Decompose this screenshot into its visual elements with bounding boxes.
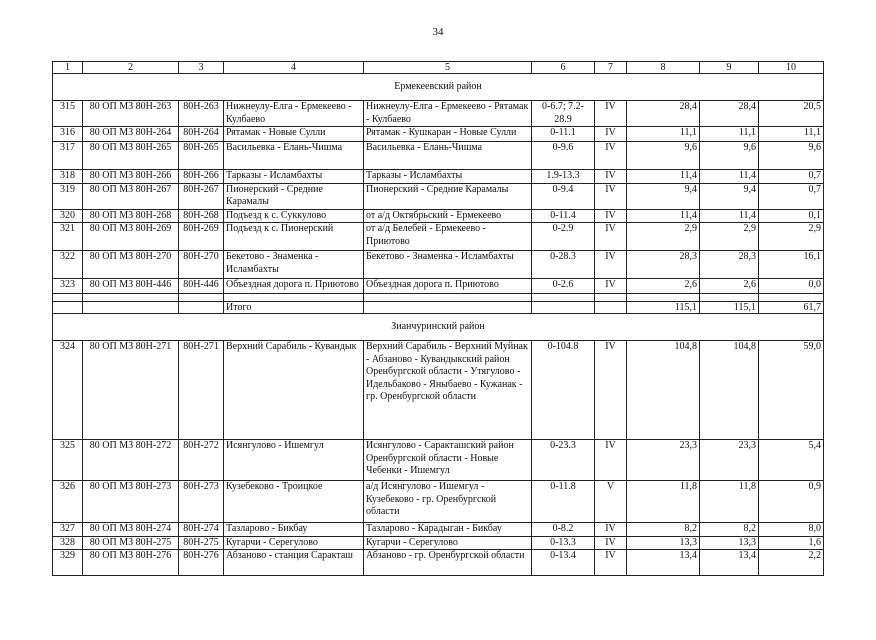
table-row: [53, 440, 824, 481]
length-col8: 28,4: [627, 101, 700, 127]
km-range: 0-28.3: [532, 251, 595, 279]
length-col9: 13,3: [700, 536, 759, 550]
length-col10: 0,1: [759, 209, 824, 223]
length-col9: 9,6: [700, 142, 759, 170]
length-col10: 20,5: [759, 101, 824, 127]
length-col9: 11,1: [700, 127, 759, 142]
empty-cell: [595, 294, 627, 302]
row-number: 324: [53, 341, 83, 440]
km-range: 0-11.8: [532, 481, 595, 523]
table-row: [53, 209, 824, 223]
empty-cell: [759, 294, 824, 302]
row-number: 325: [53, 440, 83, 481]
road-name: Пионерский - Средние Карамалы: [224, 183, 364, 209]
empty-cell: [179, 294, 224, 302]
length-col10: 5,4: [759, 440, 824, 481]
road-code: 80 ОП МЗ 80Н-273: [83, 481, 179, 523]
km-range: 0-13.3: [532, 536, 595, 550]
length-col10: 16,1: [759, 251, 824, 279]
empty-cell: [83, 294, 179, 302]
length-col10: 59,0: [759, 341, 824, 440]
total-row: [53, 302, 824, 314]
roads-table: [52, 61, 824, 576]
road-code: 80 ОП МЗ 80Н-270: [83, 251, 179, 279]
length-col8: 11,1: [627, 127, 700, 142]
road-short-code: 80Н-276: [179, 550, 224, 576]
road-short-code: 80Н-273: [179, 481, 224, 523]
table-row: [53, 481, 824, 523]
road-category: IV: [595, 279, 627, 294]
length-col9: 104,8: [700, 341, 759, 440]
table-row: [53, 550, 824, 576]
road-short-code: 80Н-263: [179, 101, 224, 127]
km-range: 0-13.4: [532, 550, 595, 576]
road-name: Абзаново - станция Саракташ: [224, 550, 364, 576]
table-row: [53, 341, 824, 440]
table-row: [53, 127, 824, 142]
road-route: Верхний Сарабиль - Верхний Муйнак - Абзаново - Кувандыкский район Оренбургской области - Утягулово - Идельбаково - Яныбаево - Кужанак - гр. Оренбургской области: [364, 341, 532, 440]
road-route: Васильевка - Елань-Чишма: [364, 142, 532, 170]
road-name: Тазларово - Бикбау: [224, 523, 364, 537]
district-name: Зианчуринский район: [53, 314, 824, 341]
km-range: 0-23.3: [532, 440, 595, 481]
total-value: 61,7: [759, 302, 824, 314]
empty-cell: [83, 302, 179, 314]
column-header: 1: [53, 62, 83, 74]
road-short-code: 80Н-274: [179, 523, 224, 537]
table-row: [53, 536, 824, 550]
length-col10: 8,0: [759, 523, 824, 537]
length-col8: 28,3: [627, 251, 700, 279]
road-category: IV: [595, 183, 627, 209]
road-route: Бекетово - Знаменка - Исламбахты: [364, 251, 532, 279]
empty-cell: [595, 302, 627, 314]
road-name: Васильевка - Елань-Чишма: [224, 142, 364, 170]
district-header-row: [53, 314, 824, 341]
km-range: 0-2.9: [532, 223, 595, 251]
km-range: 0-11.4: [532, 209, 595, 223]
row-number: 327: [53, 523, 83, 537]
km-range: 0-8.2: [532, 523, 595, 537]
length-col10: 0,9: [759, 481, 824, 523]
length-col9: 13,4: [700, 550, 759, 576]
road-code: 80 ОП МЗ 80Н-269: [83, 223, 179, 251]
road-code: 80 ОП МЗ 80Н-274: [83, 523, 179, 537]
row-number: 317: [53, 142, 83, 170]
road-route: а/д Исянгулово - Ишемгул - Кузебеково - гр. Оренбургской области: [364, 481, 532, 523]
empty-cell: [53, 294, 83, 302]
length-col10: 0,0: [759, 279, 824, 294]
length-col10: 2,9: [759, 223, 824, 251]
table-body: [53, 74, 824, 576]
empty-cell: [627, 294, 700, 302]
row-number: 319: [53, 183, 83, 209]
road-short-code: 80Н-264: [179, 127, 224, 142]
road-category: IV: [595, 550, 627, 576]
column-header: 2: [83, 62, 179, 74]
length-col8: 8,2: [627, 523, 700, 537]
length-col8: 13,3: [627, 536, 700, 550]
road-category: IV: [595, 341, 627, 440]
length-col8: 2,6: [627, 279, 700, 294]
length-col9: 9,4: [700, 183, 759, 209]
length-col9: 11,4: [700, 170, 759, 184]
road-name: Кугарчи - Серегулово: [224, 536, 364, 550]
road-route: от а/д Белебей - Ермекеево - Приютово: [364, 223, 532, 251]
road-category: IV: [595, 523, 627, 537]
km-range: 0-6.7; 7.2-28.9: [532, 101, 595, 127]
road-short-code: 80Н-269: [179, 223, 224, 251]
road-code: 80 ОП МЗ 80Н-263: [83, 101, 179, 127]
km-range: 0-104.8: [532, 341, 595, 440]
km-range: 0-9.4: [532, 183, 595, 209]
road-name: Нижнеулу-Елга - Ермекеево - Кулбаево: [224, 101, 364, 127]
road-name: Рятамак - Новые Сулли: [224, 127, 364, 142]
road-short-code: 80Н-271: [179, 341, 224, 440]
road-name: Бекетово - Знаменка - Исламбахты: [224, 251, 364, 279]
road-name: Кузебеково - Троицкое: [224, 481, 364, 523]
length-col10: 0,7: [759, 170, 824, 184]
road-name: Тарказы - Исламбахты: [224, 170, 364, 184]
column-header-row: [53, 62, 824, 74]
road-name: Исянгулово - Ишемгул: [224, 440, 364, 481]
road-short-code: 80Н-275: [179, 536, 224, 550]
length-col9: 11,4: [700, 209, 759, 223]
road-code: 80 ОП МЗ 80Н-267: [83, 183, 179, 209]
length-col8: 9,4: [627, 183, 700, 209]
row-number: 320: [53, 209, 83, 223]
road-route: Нижнеулу-Елга - Ермекеево - Рятамак - Кулбаево: [364, 101, 532, 127]
row-number: 329: [53, 550, 83, 576]
road-code: 80 ОП МЗ 80Н-276: [83, 550, 179, 576]
empty-cell: [364, 302, 532, 314]
length-col9: 2,9: [700, 223, 759, 251]
row-number: 328: [53, 536, 83, 550]
road-code: 80 ОП МЗ 80Н-446: [83, 279, 179, 294]
column-header: 6: [532, 62, 595, 74]
table-row: [53, 183, 824, 209]
road-name: Подъезд к с. Суккулово: [224, 209, 364, 223]
road-route: Исянгулово - Саракташский район Оренбургской области - Новые Чебенки - Ишемгул: [364, 440, 532, 481]
road-short-code: 80Н-270: [179, 251, 224, 279]
length-col10: 1,6: [759, 536, 824, 550]
length-col9: 28,3: [700, 251, 759, 279]
total-value: 115,1: [700, 302, 759, 314]
km-range: 0-2.6: [532, 279, 595, 294]
road-short-code: 80Н-272: [179, 440, 224, 481]
table-row: [53, 523, 824, 537]
road-code: 80 ОП МЗ 80Н-271: [83, 341, 179, 440]
length-col8: 104,8: [627, 341, 700, 440]
road-code: 80 ОП МЗ 80Н-268: [83, 209, 179, 223]
empty-cell: [532, 294, 595, 302]
length-col9: 28,4: [700, 101, 759, 127]
road-name: Объездная дорога п. Приютово: [224, 279, 364, 294]
empty-cell: [700, 294, 759, 302]
road-category: IV: [595, 223, 627, 251]
length-col8: 23,3: [627, 440, 700, 481]
column-header: 4: [224, 62, 364, 74]
length-col9: 23,3: [700, 440, 759, 481]
column-header: 3: [179, 62, 224, 74]
road-short-code: 80Н-267: [179, 183, 224, 209]
road-code: 80 ОП МЗ 80Н-265: [83, 142, 179, 170]
length-col9: 8,2: [700, 523, 759, 537]
district-header-row: [53, 74, 824, 101]
road-category: V: [595, 481, 627, 523]
row-number: 326: [53, 481, 83, 523]
road-route: Пионерский - Средние Карамалы: [364, 183, 532, 209]
road-category: IV: [595, 209, 627, 223]
table-row: [53, 223, 824, 251]
road-route: Объездная дорога п. Приютово: [364, 279, 532, 294]
page-number: 34: [432, 26, 444, 38]
road-category: IV: [595, 536, 627, 550]
column-header: 10: [759, 62, 824, 74]
row-number: 316: [53, 127, 83, 142]
road-route: Кугарчи - Серегулово: [364, 536, 532, 550]
total-label: Итого: [224, 302, 364, 314]
km-range: 0-9.6: [532, 142, 595, 170]
length-col8: 11,8: [627, 481, 700, 523]
table-row: [53, 142, 824, 170]
road-code: 80 ОП МЗ 80Н-264: [83, 127, 179, 142]
road-category: IV: [595, 251, 627, 279]
table-row: [53, 251, 824, 279]
table-row: [53, 279, 824, 294]
column-header: 8: [627, 62, 700, 74]
row-number: 322: [53, 251, 83, 279]
length-col9: 11,8: [700, 481, 759, 523]
total-value: 115,1: [627, 302, 700, 314]
row-number: 321: [53, 223, 83, 251]
empty-cell: [53, 302, 83, 314]
length-col10: 9,6: [759, 142, 824, 170]
row-number: 315: [53, 101, 83, 127]
district-name: Ермекеевский район: [53, 74, 824, 101]
road-category: IV: [595, 170, 627, 184]
table-row: [53, 170, 824, 184]
road-route: от а/д Октябрьский - Ермекеево: [364, 209, 532, 223]
road-code: 80 ОП МЗ 80Н-272: [83, 440, 179, 481]
column-header: 5: [364, 62, 532, 74]
table-row: [53, 101, 824, 127]
length-col8: 11,4: [627, 170, 700, 184]
road-category: IV: [595, 440, 627, 481]
empty-cell: [364, 294, 532, 302]
road-route: Рятамак - Кушкаран - Новые Сулли: [364, 127, 532, 142]
column-header: 9: [700, 62, 759, 74]
length-col8: 13,4: [627, 550, 700, 576]
road-short-code: 80Н-268: [179, 209, 224, 223]
length-col10: 0,7: [759, 183, 824, 209]
road-name: Подъезд к с. Пионерский: [224, 223, 364, 251]
road-category: IV: [595, 101, 627, 127]
length-col10: 2,2: [759, 550, 824, 576]
road-route: Абзаново - гр. Оренбургской области: [364, 550, 532, 576]
length-col8: 11,4: [627, 209, 700, 223]
length-col8: 9,6: [627, 142, 700, 170]
empty-cell: [532, 302, 595, 314]
empty-cell: [179, 302, 224, 314]
km-range: 1.9-13.3: [532, 170, 595, 184]
road-short-code: 80Н-265: [179, 142, 224, 170]
road-category: IV: [595, 142, 627, 170]
length-col8: 2,9: [627, 223, 700, 251]
road-short-code: 80Н-266: [179, 170, 224, 184]
road-code: 80 ОП МЗ 80Н-275: [83, 536, 179, 550]
row-number: 323: [53, 279, 83, 294]
length-col10: 11,1: [759, 127, 824, 142]
road-name: Верхний Сарабиль - Кувандык: [224, 341, 364, 440]
column-header: 7: [595, 62, 627, 74]
row-number: 318: [53, 170, 83, 184]
road-code: 80 ОП МЗ 80Н-266: [83, 170, 179, 184]
km-range: 0-11.1: [532, 127, 595, 142]
road-category: IV: [595, 127, 627, 142]
spacer-row: [53, 294, 824, 302]
road-route: Тарказы - Исламбахты: [364, 170, 532, 184]
length-col9: 2,6: [700, 279, 759, 294]
empty-cell: [224, 294, 364, 302]
road-short-code: 80Н-446: [179, 279, 224, 294]
road-route: Тазларово - Карадыган - Бикбау: [364, 523, 532, 537]
